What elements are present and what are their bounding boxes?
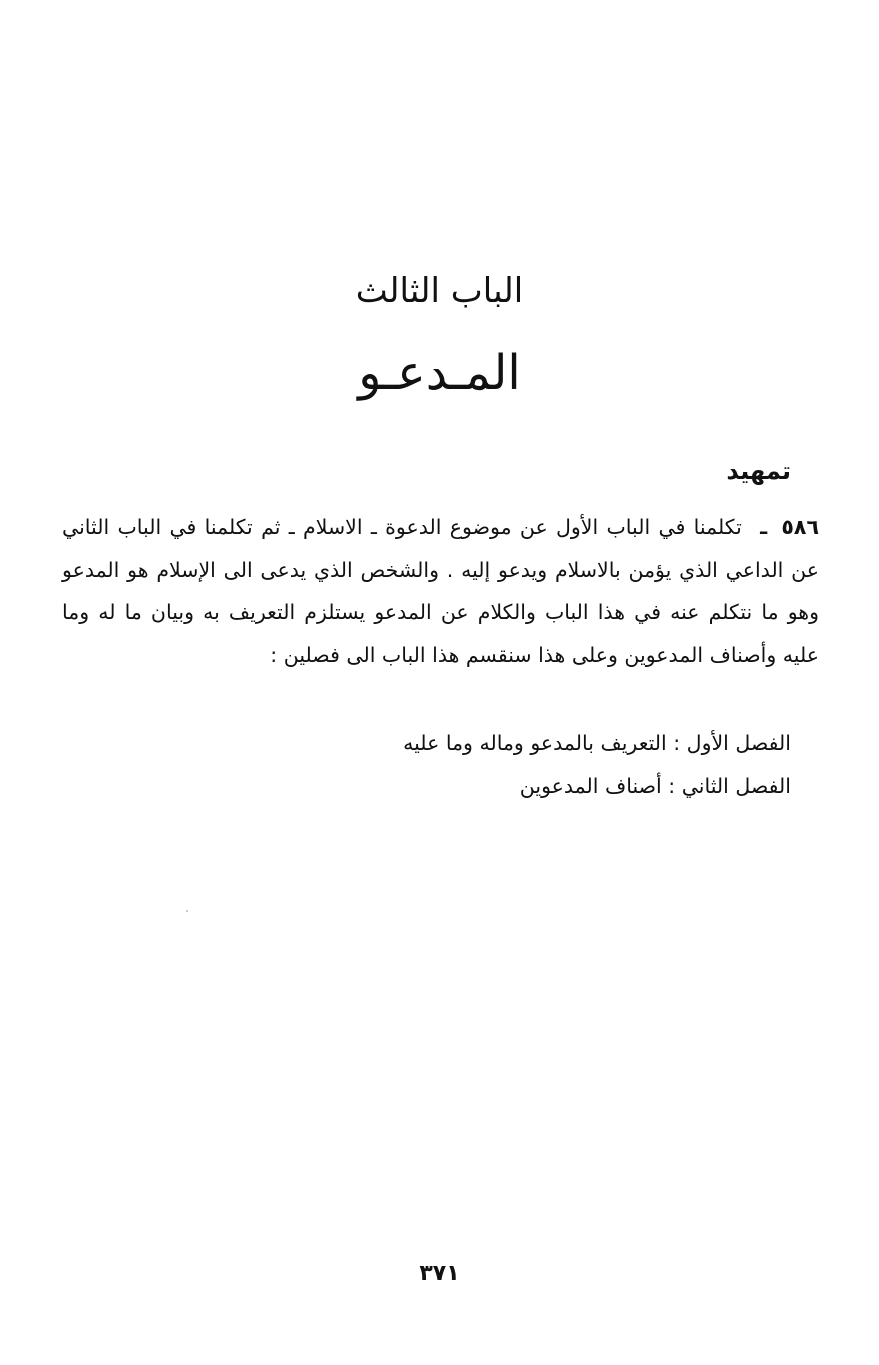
chapter-title: المـدعـو bbox=[358, 345, 521, 401]
paragraph-number: ٥٨٦ bbox=[781, 515, 819, 539]
chapter-label: الباب الثالث bbox=[355, 271, 524, 311]
intro-paragraph bbox=[62, 506, 819, 676]
section-heading: تمهيد bbox=[726, 457, 791, 485]
scan-speck bbox=[186, 910, 188, 912]
chapters-list bbox=[351, 722, 791, 808]
paragraph-dash: ـ bbox=[760, 515, 768, 539]
list-item-chapter-1: الفصل الأول : التعريف بالمدعو وماله وما عليه bbox=[403, 731, 791, 755]
list-item-chapter-2: الفصل الثاني : أصناف المدعوين bbox=[519, 774, 791, 798]
page-number: ٣٧١ bbox=[419, 1261, 460, 1286]
paragraph-text: تكلمنا في الباب الأول عن موضوع الدعوة ـ الاسلام ـ ثم تكلمنا في الباب الثاني عن الداعي الذي يؤمن بالاسلام ويدعو إليه . والشخص الذي يدعى الى الإسلام هو المدعو وهو ما نتكلم عنه في هذا الباب والكلام عن المدعو يستلزم التعريف به وبيان ما له وما عليه وأصناف المدعوين وعلى هذا سنقسم هذا الباب الى فصلين : bbox=[62, 515, 819, 667]
